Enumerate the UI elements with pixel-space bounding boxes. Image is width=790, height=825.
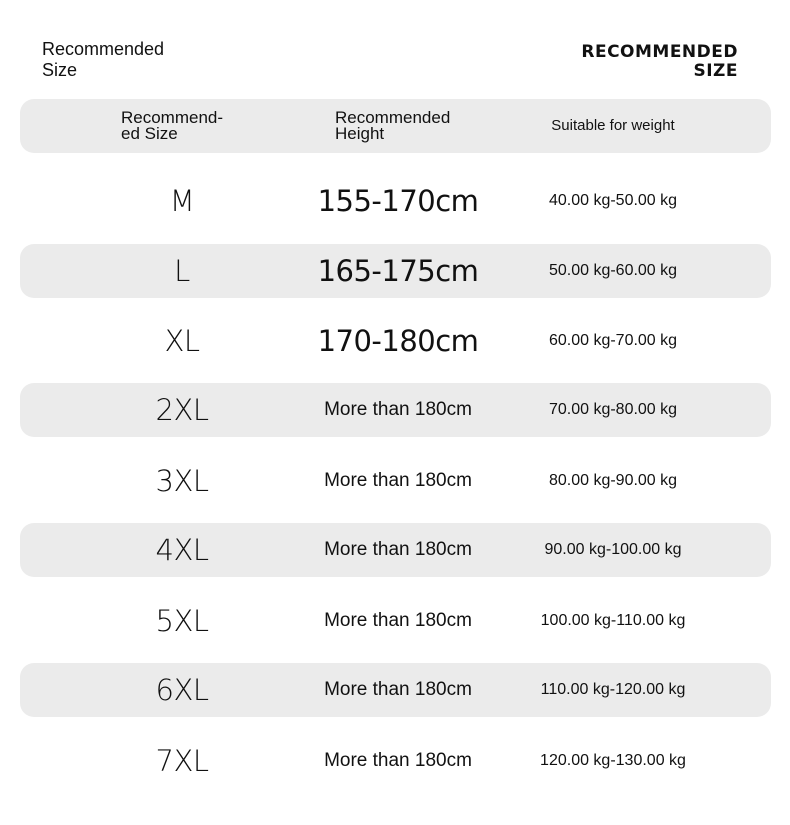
table-row xyxy=(20,523,771,577)
page-title xyxy=(42,39,164,81)
weight-cell: 90.00 kg-100.00 kg xyxy=(544,541,682,558)
weight-cell: 50.00 kg-60.00 kg xyxy=(548,262,678,279)
height-cell: More than 180cm xyxy=(324,610,472,631)
header-cell-weight xyxy=(513,99,713,153)
size-cell: 5XL xyxy=(155,604,209,638)
size-cell: 3XL xyxy=(155,464,209,498)
weight-cell: 110.00 kg-120.00 kg xyxy=(540,681,686,698)
header-height-label: Recommended Height xyxy=(335,108,451,143)
table-row xyxy=(20,383,771,437)
table-row xyxy=(20,663,771,717)
size-cell: 2XL xyxy=(155,393,209,427)
size-cell: 7XL xyxy=(155,744,209,778)
height-cell: More than 180cm xyxy=(324,470,472,491)
weight-cell: 100.00 kg-110.00 kg xyxy=(540,612,686,629)
size-cell: M xyxy=(169,184,195,218)
page-title-right xyxy=(581,43,738,81)
header-cell-size xyxy=(121,99,261,153)
title-right-text: RECOMMENDED SIZE xyxy=(581,42,738,81)
table-header-row xyxy=(20,99,771,153)
table-row xyxy=(20,734,771,788)
weight-cell: 70.00 kg-80.00 kg xyxy=(548,401,678,418)
header-cell-height xyxy=(335,99,535,153)
height-cell: More than 180cm xyxy=(324,539,472,560)
title-left-text: Recommended Size xyxy=(42,39,165,80)
weight-cell: 40.00 kg-50.00 kg xyxy=(548,192,678,209)
header-size-label: Recommend- ed Size xyxy=(121,108,224,143)
size-cell: 4XL xyxy=(155,533,209,567)
size-cell: 6XL xyxy=(155,673,209,707)
weight-cell: 60.00 kg-70.00 kg xyxy=(548,332,678,349)
height-cell: More than 180cm xyxy=(324,750,472,771)
height-cell: 170-180cm xyxy=(317,324,479,358)
table-row xyxy=(20,594,771,648)
table-row xyxy=(20,454,771,508)
height-cell: More than 180cm xyxy=(324,679,472,700)
size-cell: L xyxy=(174,254,190,288)
header-weight-label: Suitable for weight xyxy=(551,117,675,134)
height-cell: More than 180cm xyxy=(324,399,472,420)
table-row xyxy=(20,174,771,228)
height-cell: 155-170cm xyxy=(317,184,479,218)
weight-cell: 80.00 kg-90.00 kg xyxy=(548,472,678,489)
size-cell: XL xyxy=(164,324,200,358)
height-cell: 165-175cm xyxy=(317,254,479,288)
weight-cell: 120.00 kg-130.00 kg xyxy=(540,752,686,769)
table-row xyxy=(20,244,771,298)
table-row xyxy=(20,314,771,368)
